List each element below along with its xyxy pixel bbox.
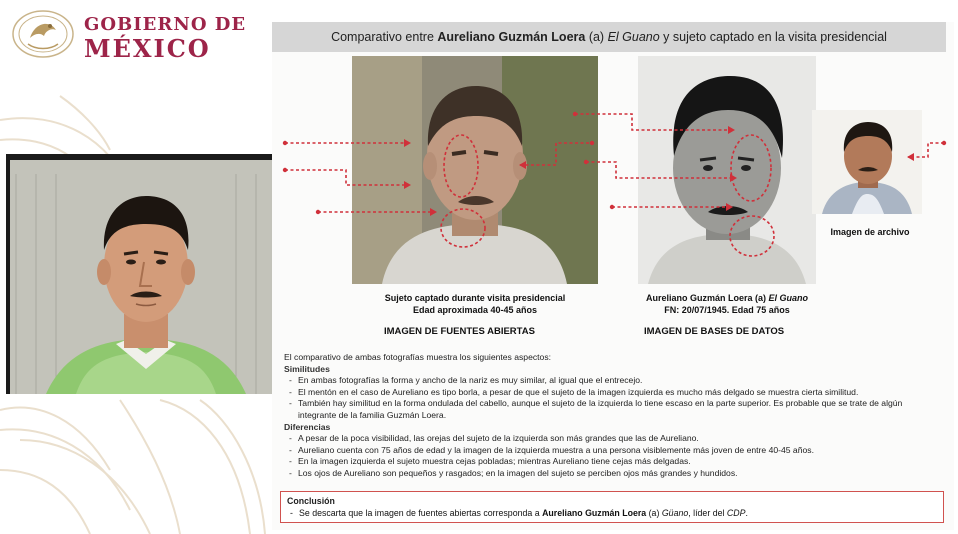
comparison-document (272, 22, 954, 530)
comparison-text (284, 352, 950, 480)
national-seal-icon (10, 8, 76, 60)
government-logo (10, 8, 250, 62)
document-title: Comparativo entre Aureliano Guzmán Loera (a) El Guano y sujeto captado en la visita presidencial (272, 22, 946, 52)
subject-photo-large (6, 154, 280, 394)
brand-line-2: MÉXICO (84, 34, 211, 63)
difference-item: - En la imagen izquierda el sujeto muestra cejas pobladas; mientras Aureliano tiene cejas más delgadas. (284, 456, 950, 468)
database-caption: Aureliano Guzmán Loera (a) El Guano FN: 20/07/1945. Edad 75 años (645, 293, 809, 315)
difference-item: - Los ojos de Aureliano son pequeños y rasgados; en la imagen del sujeto se perciben ojos más grandes y hundidos. (284, 468, 950, 480)
differences-heading: Diferencias (284, 421, 331, 432)
open-source-heading: IMAGEN DE FUENTES ABIERTAS (384, 326, 535, 337)
open-source-caption: Sujeto captado durante visita presidencial Edad aproximada 40-45 años (384, 293, 566, 315)
database-photo (638, 56, 816, 284)
conclusion-heading: Conclusión (287, 496, 335, 506)
intro-text: El comparativo de ambas fotografías muestra los siguientes aspectos: (284, 352, 552, 362)
similarity-item: - En ambas fotografías la forma y ancho de la nariz es muy similar, al igual que el entrecejo. (284, 375, 950, 387)
archive-photo (812, 110, 922, 214)
brand-line-1: GOBIERNO DE (84, 14, 247, 35)
conclusion-box (280, 491, 944, 523)
archive-caption: Imagen de archivo (830, 227, 910, 237)
similarity-item: - El mentón en el caso de Aureliano es tipo borla, a pesar de que el sujeto de la imagen izquierda es mucho más delgado se muestra cierta similitud. (284, 387, 950, 399)
conclusion-text: - Se descarta que la imagen de fuentes abiertas corresponda a Aureliano Guzmán Loera (a) Güano, líder del CDP. (287, 507, 937, 519)
open-source-photo (352, 56, 598, 284)
difference-item: - A pesar de la poca visibilidad, las orejas del sujeto de la izquierda son más grandes que las de Aureliano. (284, 433, 950, 445)
similarities-heading: Similitudes (284, 363, 330, 374)
difference-item: - Aureliano cuenta con 75 años de edad y la imagen de la izquierda muestra a una persona visiblemente más joven de entre 40-45 años. (284, 445, 950, 457)
database-heading: IMAGEN DE BASES DE DATOS (644, 326, 785, 337)
similarity-item: - También hay similitud en la forma ondulada del cabello, aunque el sujeto de la izquierda lo tiene escaso en la parte superior. Es probable que se trate de algún integrante de la familia Guzmán Loera. (284, 398, 924, 421)
